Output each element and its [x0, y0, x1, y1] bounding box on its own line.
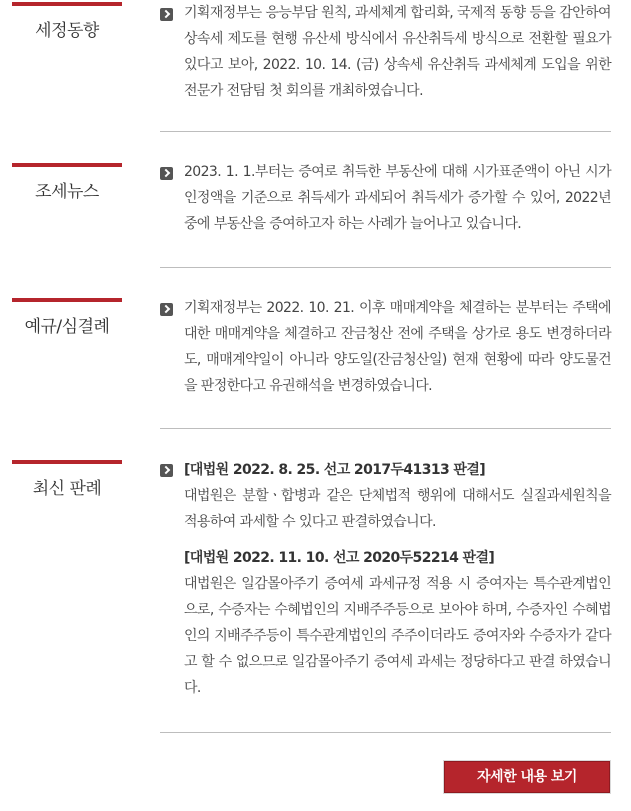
category-label: 세정동향 — [35, 21, 99, 41]
case-title: [대법원 2022. 8. 25. 선고 2017두41313 판결] — [184, 462, 486, 478]
category-bar — [12, 163, 122, 167]
category-bar — [12, 2, 122, 6]
section-text: 2023. 1. 1.부터는 증여로 취득한 부동산에 대해 시가표준액이 아닌 시가인정액을 기준으로 취득세가 과세되어 취득세가 증가할 수 있어, 2022년 중에 부동산을 증여하고자 하는 사례가 늘어나고 있습니다. — [184, 164, 611, 232]
chevron-right-icon — [160, 8, 173, 21]
category-label: 예규/심결례 — [24, 317, 110, 337]
cases-content — [184, 457, 611, 701]
chevron-right-icon — [160, 167, 173, 180]
category-bar — [12, 460, 122, 464]
chevron-right-icon — [160, 303, 173, 316]
case-title: [대법원 2022. 11. 10. 선고 2020두52214 판결] — [184, 550, 495, 566]
divider — [160, 732, 611, 733]
divider — [160, 428, 611, 429]
section-text: 기획재정부는 2022. 10. 21. 이후 매매계약을 체결하는 분부터는 주택에 대한 매매계약을 체결하고 잔금청산 전에 주택을 상가로 용도 변경하더라도, 매매계약일이 아니라 양도일(잔금청산일) 현재 현황에 따라 양도물건을 판정한다고 유권해석을 변경하였습니다. — [184, 300, 611, 394]
divider — [160, 131, 611, 132]
category-label: 조세뉴스 — [35, 182, 99, 202]
divider — [160, 267, 611, 268]
case-text: 대법원은 분할ㆍ합병과 같은 단체법적 행위에 대해서도 실질과세원칙을 적용하여 과세할 수 있다고 판결하였습니다. — [184, 488, 611, 530]
case-text: 대법원은 일감몰아주기 증여세 과세규정 적용 시 증여자는 특수관계법인으로, 수증자는 수혜법인의 지배주주등으로 보아야 하며, 수증자인 수혜법인의 지배주주등이 특수관계법인의 주주이더라도 증여자와 수증자가 같다고 할 수 없으므로 일감몰아주기 증여세 과세는 정당하다고 판결 하였습니다. — [184, 576, 611, 696]
chevron-right-icon — [160, 464, 173, 477]
category-bar — [12, 298, 122, 302]
case-item — [184, 457, 611, 535]
view-details-button[interactable]: 자세한 내용 보기 — [444, 761, 610, 793]
case-item — [184, 545, 611, 701]
category-label: 최신 판례 — [32, 479, 102, 499]
section-text: 기획재정부는 응능부담 원칙, 과세체계 합리화, 국제적 동향 등을 감안하여 상속세 제도를 현행 유산세 방식에서 유산취득세 방식으로 전환할 필요가 있다고 보아, 2022. 10. 14. (금) 상속세 유산취득 과세체계 도입을 위한 전문가 전담팀 첫 회의를 개최하였습니다. — [184, 5, 611, 99]
